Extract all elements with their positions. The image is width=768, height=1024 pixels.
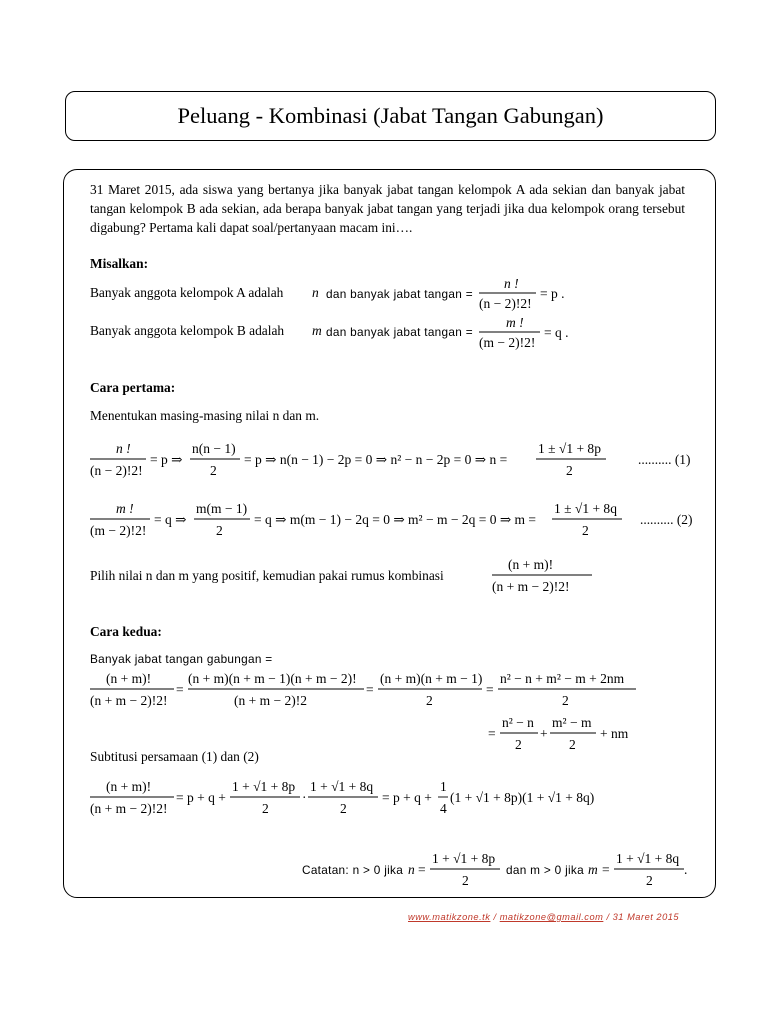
footer-separator: / [606, 912, 610, 922]
svg-text:n: n [312, 285, 319, 300]
var-n [310, 283, 322, 303]
svg-text:m² − m: m² − m [552, 715, 592, 730]
subtitusi-line: Subtitusi persamaan (1) dan (2) [90, 749, 259, 764]
svg-text:n(n − 1): n(n − 1) [192, 441, 236, 456]
line-group-a: Banyak anggota kelompok A adalah [90, 285, 284, 300]
svg-text:n !: n ! [504, 276, 519, 291]
svg-text:(m − 2)!2!: (m − 2)!2! [90, 523, 147, 538]
svg-text:(n + m − 2)!2: (n + m − 2)!2 [234, 693, 307, 708]
svg-text:2: 2 [646, 873, 653, 888]
svg-text:n² − n + m² − m + 2nm: n² − n + m² − m + 2nm [500, 671, 625, 686]
svg-text:2: 2 [566, 463, 573, 478]
svg-text:2: 2 [340, 801, 347, 816]
title-box [65, 91, 716, 141]
svg-text:+ nm: + nm [600, 726, 629, 741]
svg-text:(m − 2)!2!: (m − 2)!2! [479, 335, 536, 350]
svg-text:1 ± √1 + 8p: 1 ± √1 + 8p [538, 441, 601, 456]
svg-text:1 + √1 + 8q: 1 + √1 + 8q [616, 851, 680, 866]
svg-text:(n + m)!: (n + m)! [508, 557, 554, 572]
svg-text:2: 2 [562, 693, 569, 708]
svg-text:1 + √1 + 8q: 1 + √1 + 8q [310, 779, 374, 794]
svg-text:=: = [366, 682, 374, 697]
svg-text:m !: m ! [506, 315, 524, 330]
footer-email-link[interactable]: matikzone@gmail.com [499, 912, 604, 922]
svg-text:·: · [302, 790, 307, 805]
equation-2 [88, 498, 648, 542]
svg-text:1: 1 [440, 779, 447, 794]
footer-separator: / [493, 912, 497, 922]
svg-text:= p + q +: = p + q + [382, 790, 432, 805]
svg-text:2: 2 [262, 801, 269, 816]
svg-text:1 + √1 + 8p: 1 + √1 + 8p [232, 779, 296, 794]
svg-text:m: m [588, 862, 598, 877]
svg-text:(n + m)!: (n + m)! [106, 671, 152, 686]
svg-text:= p + q +: = p + q + [176, 790, 226, 805]
svg-text:=: = [176, 682, 184, 697]
line-group-b: Banyak anggota kelompok B adalah [90, 323, 285, 338]
footer-date: 31 Maret 2015 [612, 912, 680, 922]
svg-text:2: 2 [216, 523, 223, 538]
line-group-a-mid: dan banyak jabat tangan = [326, 287, 473, 301]
svg-text:1 ± √1 + 8q: 1 ± √1 + 8q [554, 501, 617, 516]
svg-text:2: 2 [426, 693, 433, 708]
misalkan-heading: Misalkan: [90, 256, 149, 271]
formula-kombinasi [490, 554, 600, 598]
catatan-m-formula [586, 848, 690, 892]
svg-text:=: = [488, 726, 496, 741]
page-title: Peluang - Kombinasi (Jabat Tangan Gabungan) [177, 103, 604, 128]
svg-text:= p .: = p . [540, 286, 565, 301]
equation-substitution [88, 776, 608, 822]
eq2-label: .......... (2) [640, 512, 693, 527]
svg-text:2: 2 [569, 737, 576, 752]
svg-text:= q ⇒ m(m − 1) − 2q = 0 ⇒ m² −: = q ⇒ m(m − 1) − 2q = 0 ⇒ m² − m − 2q = 0 ⇒ m = [254, 512, 537, 527]
eq1-label: .......... (1) [638, 452, 691, 467]
svg-text:(n + m − 2)!2!: (n + m − 2)!2! [492, 579, 570, 594]
svg-text:(n − 2)!2!: (n − 2)!2! [479, 296, 532, 311]
catatan-prefix: Catatan: n > 0 jika [302, 863, 404, 877]
cara-kedua-line: Banyak jabat tangan gabungan = [90, 652, 273, 666]
svg-text:=: = [602, 862, 610, 877]
svg-text:4: 4 [440, 801, 447, 816]
svg-text:=: = [486, 682, 494, 697]
svg-text:(n + m − 2)!2!: (n + m − 2)!2! [90, 801, 168, 816]
catatan-n-formula [406, 848, 502, 892]
svg-text:m(m − 1): m(m − 1) [196, 501, 248, 516]
svg-text:+: + [540, 726, 548, 741]
svg-text:m: m [312, 323, 322, 338]
cara-pertama-heading: Cara pertama: [90, 380, 176, 395]
var-m [310, 321, 326, 341]
cara-kedua-heading: Cara kedua: [90, 624, 162, 639]
svg-text:(n − 2)!2!: (n − 2)!2! [90, 463, 143, 478]
svg-text:(n + m)(n + m − 1)(n + m − 2)!: (n + m)(n + m − 1)(n + m − 2)! [188, 671, 357, 686]
svg-text:n: n [408, 862, 415, 877]
footer-site-link[interactable]: www.matikzone.tk [408, 912, 491, 922]
svg-text:= p ⇒: = p ⇒ [150, 452, 183, 467]
catatan-mid: dan m > 0 jika [506, 863, 584, 877]
equation-1 [88, 438, 648, 482]
svg-text:2: 2 [515, 737, 522, 752]
svg-text:= p ⇒ n(n − 1) − 2p = 0 ⇒ n² −: = p ⇒ n(n − 1) − 2p = 0 ⇒ n² − n − 2p = 0 ⇒ n = [244, 452, 508, 467]
svg-text:(1 + √1 + 8p)(1 + √1 + 8q): (1 + √1 + 8p)(1 + √1 + 8q) [450, 790, 595, 805]
intro-paragraph: 31 Maret 2015, ada siswa yang bertanya jika banyak jabat tangan kelompok A ada sekian dan banyak jabat tangan kelompok B ada sekian, ada berapa banyak jabat tangan yang terjadi jika dua kelompok orang tersebut digabung? Pertama kali dapat soal/pertanyaan macam ini…. [90, 182, 685, 235]
pilih-line: Pilih nilai n dan m yang positif, kemudian pakai rumus kombinasi [90, 568, 444, 583]
svg-text:=: = [418, 862, 426, 877]
equation-gabungan [88, 668, 648, 712]
svg-text:.: . [684, 862, 688, 877]
cara-pertama-line: Menentukan masing-masing nilai n dan m. [90, 408, 320, 423]
line-group-b-mid: dan banyak jabat tangan = [326, 325, 473, 339]
svg-text:m !: m ! [116, 501, 134, 516]
svg-text:(n + m − 2)!2!: (n + m − 2)!2! [90, 693, 168, 708]
formula-q [476, 313, 586, 355]
svg-text:(n + m)(n + m − 1): (n + m)(n + m − 1) [380, 671, 483, 686]
formula-p [476, 274, 586, 316]
svg-text:n !: n ! [116, 441, 131, 456]
svg-text:2: 2 [462, 873, 469, 888]
svg-text:2: 2 [210, 463, 217, 478]
footer [408, 912, 679, 922]
svg-text:n² − n: n² − n [502, 715, 534, 730]
svg-text:= q ⇒: = q ⇒ [154, 512, 187, 527]
svg-text:(n + m)!: (n + m)! [106, 779, 152, 794]
svg-text:2: 2 [582, 523, 589, 538]
svg-text:1 + √1 + 8p: 1 + √1 + 8p [432, 851, 496, 866]
equation-gabungan-2 [486, 712, 646, 756]
svg-text:= q .: = q . [544, 325, 569, 340]
